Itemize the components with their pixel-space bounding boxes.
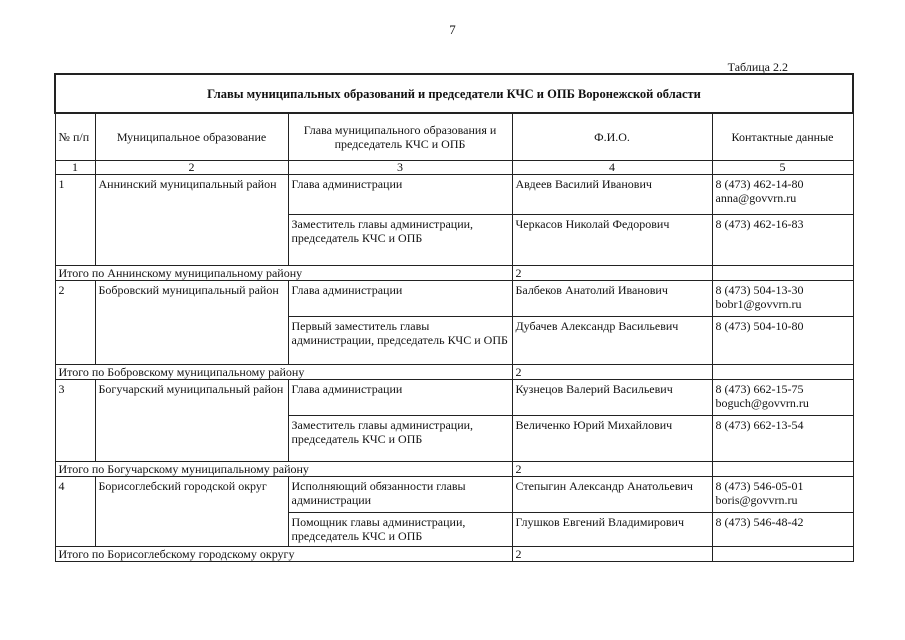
table-row — [55, 380, 853, 416]
phone-text: 8 (473) 546-48-42 — [715, 515, 804, 529]
table-row — [55, 175, 853, 215]
phone-text: 8 (473) 662-15-75 — [715, 382, 804, 396]
total-empty — [712, 462, 853, 477]
total-empty — [712, 547, 853, 562]
total-row — [55, 462, 853, 477]
email-text: boris@govvrn.ru — [715, 493, 798, 507]
position-cell: Глава администрации — [288, 281, 512, 317]
row-number: 3 — [55, 380, 95, 462]
phone-text: 8 (473) 546-05-01 — [715, 479, 804, 493]
municipality-cell: Бобровский муниципальный район — [95, 281, 288, 365]
row-number: 2 — [55, 281, 95, 365]
name-cell: Величенко Юрий Михайлович — [512, 416, 712, 462]
name-cell: Балбеков Анатолий Иванович — [512, 281, 712, 317]
municipality-cell: Богучарский муниципальный район — [95, 380, 288, 462]
table-row — [55, 281, 853, 317]
name-cell: Кузнецов Валерий Васильевич — [512, 380, 712, 416]
position-cell: Заместитель главы администрации, председатель КЧС и ОПБ — [288, 215, 512, 266]
total-row — [55, 266, 853, 281]
column-number: 3 — [288, 161, 512, 175]
total-empty — [712, 266, 853, 281]
total-label: Итого по Бобровскому муниципальному району — [55, 365, 512, 380]
position-cell: Первый заместитель главы администрации, председатель КЧС и ОПБ — [288, 317, 512, 365]
column-number: 2 — [95, 161, 288, 175]
header-contacts: Контактные данные — [712, 113, 853, 161]
page-number: 7 — [449, 22, 456, 37]
municipality-cell: Аннинский муниципальный район — [95, 175, 288, 266]
total-label: Итого по Аннинскому муниципальному району — [55, 266, 512, 281]
contacts-cell — [712, 416, 853, 462]
name-cell: Степыгин Александр Анатольевич — [512, 477, 712, 513]
table-row — [55, 477, 853, 513]
contacts-cell — [712, 477, 853, 513]
position-cell: Заместитель главы администрации, председатель КЧС и ОПБ — [288, 416, 512, 462]
contacts-cell — [712, 175, 853, 215]
header-municipality: Муниципальное образование — [95, 113, 288, 161]
phone-text: 8 (473) 504-13-30 — [715, 283, 804, 297]
position-cell: Помощник главы администрации, председатель КЧС и ОПБ — [288, 513, 512, 547]
email-text: bobr1@govvrn.ru — [715, 297, 802, 311]
name-cell: Глушков Евгений Владимирович — [512, 513, 712, 547]
total-empty — [712, 365, 853, 380]
header-num: № п/п — [55, 113, 95, 161]
column-number: 1 — [55, 161, 95, 175]
column-number: 4 — [512, 161, 712, 175]
name-cell: Авдеев Василий Иванович — [512, 175, 712, 215]
email-text: anna@govvrn.ru — [715, 191, 797, 205]
phone-text: 8 (473) 462-16-83 — [715, 217, 804, 231]
position-cell: Исполняющий обязанности главы администрации — [288, 477, 512, 513]
contacts-cell — [712, 380, 853, 416]
position-cell: Глава администрации — [288, 175, 512, 215]
phone-text: 8 (473) 662-13-54 — [715, 418, 804, 432]
total-row — [55, 547, 853, 562]
name-cell: Дубачев Александр Васильевич — [512, 317, 712, 365]
total-label: Итого по Борисоглебскому городскому округу — [55, 547, 512, 562]
total-row — [55, 365, 853, 380]
total-value: 2 — [512, 365, 712, 380]
contacts-cell — [712, 317, 853, 365]
name-cell: Черкасов Николай Федорович — [512, 215, 712, 266]
email-text: boguch@govvrn.ru — [715, 396, 809, 410]
phone-text: 8 (473) 504-10-80 — [715, 319, 804, 333]
contacts-cell — [712, 513, 853, 547]
column-number: 5 — [712, 161, 853, 175]
header-name: Ф.И.О. — [512, 113, 712, 161]
position-cell: Глава администрации — [288, 380, 512, 416]
total-value: 2 — [512, 266, 712, 281]
total-value: 2 — [512, 462, 712, 477]
row-number: 1 — [55, 175, 95, 266]
row-number: 4 — [55, 477, 95, 547]
total-label: Итого по Богучарскому муниципальному району — [55, 462, 512, 477]
contacts-cell — [712, 281, 853, 317]
officials-table — [54, 73, 854, 562]
phone-text: 8 (473) 462-14-80 — [715, 177, 804, 191]
contacts-cell — [712, 215, 853, 266]
municipality-cell: Борисоглебский городской округ — [95, 477, 288, 547]
total-value: 2 — [512, 547, 712, 562]
header-position: Глава муниципального образования и председатель КЧС и ОПБ — [288, 113, 512, 161]
table-label: Таблица 2.2 — [727, 60, 788, 74]
table-title: Главы муниципальных образований и председатели КЧС и ОПБ Воронежской области — [55, 74, 853, 113]
